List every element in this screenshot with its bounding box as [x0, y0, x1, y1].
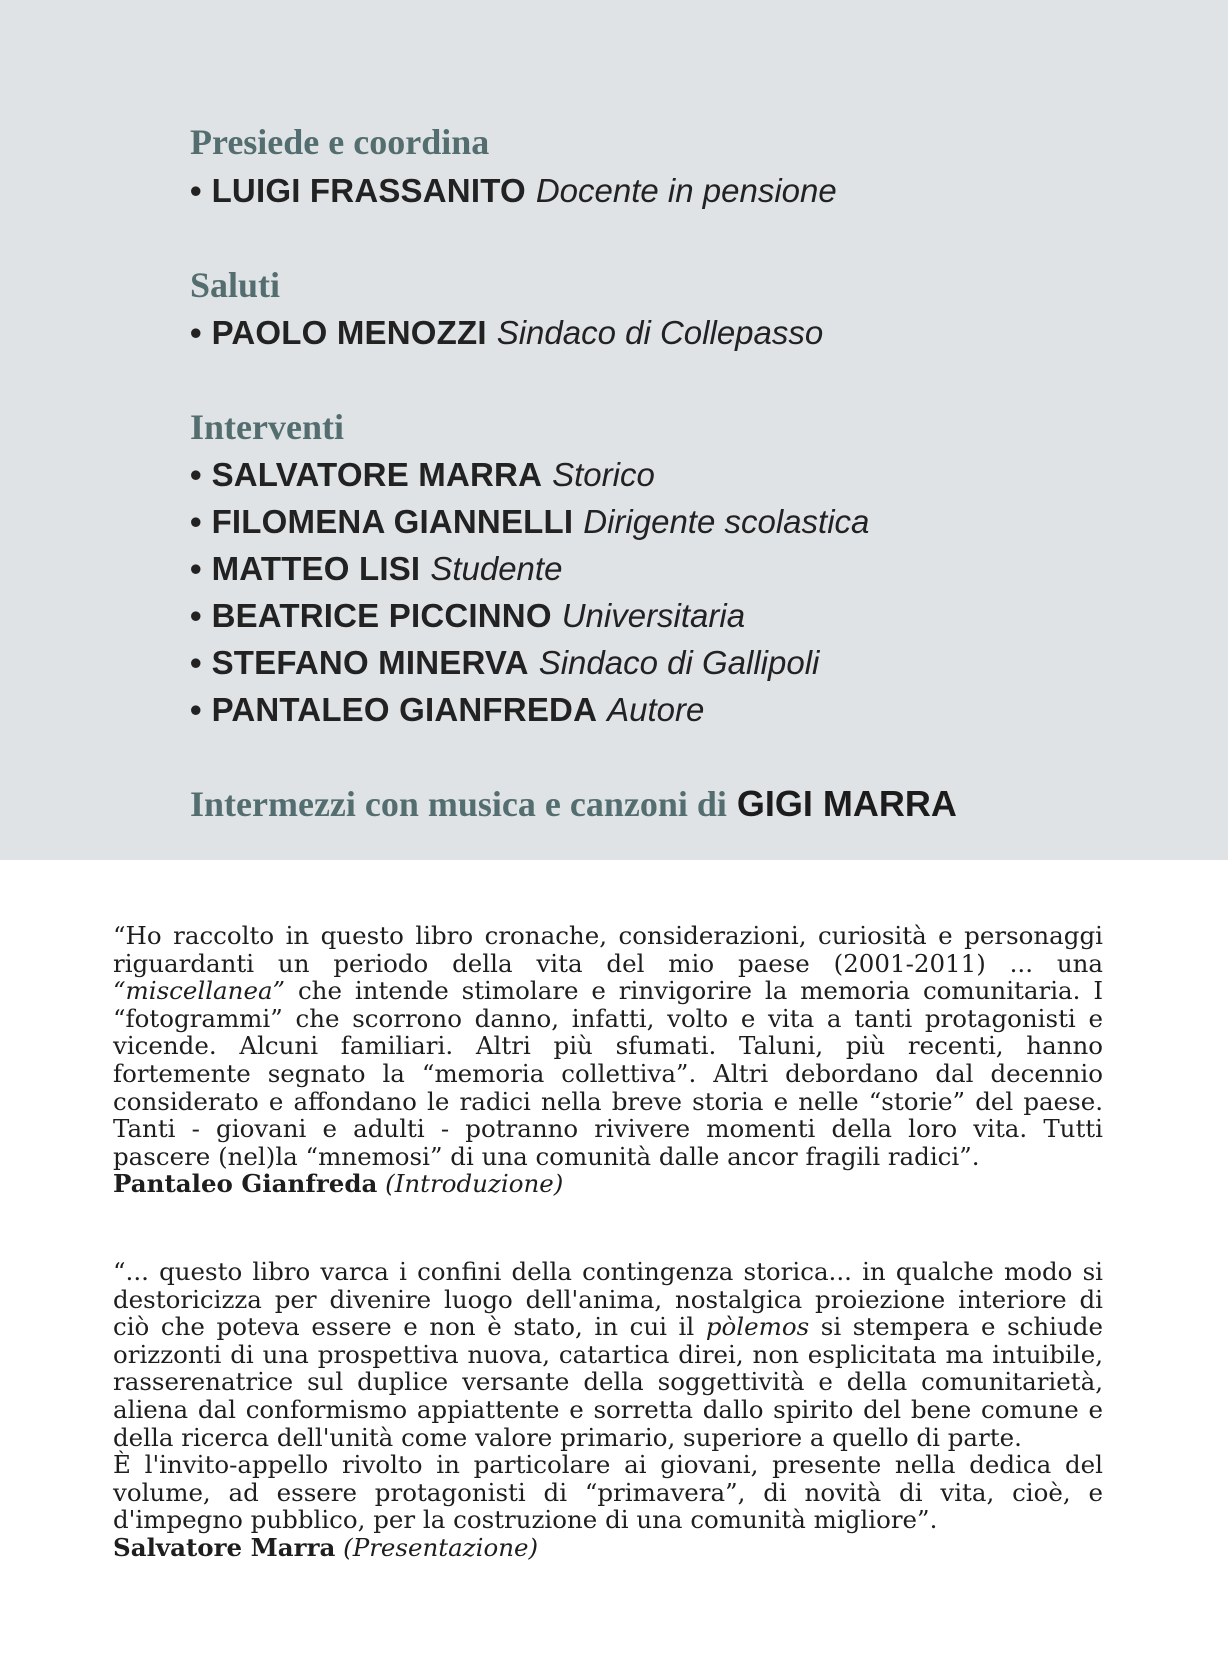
bullet: •	[190, 550, 202, 587]
heading-interventi: Interventi	[190, 407, 344, 447]
entry-role: Docente in pensione	[535, 172, 837, 209]
entry-name: FILOMENA GIANNELLI	[211, 503, 574, 540]
quote-introduzione	[113, 922, 1103, 1198]
entry-interventi-6	[190, 690, 704, 730]
quote-text-continuation: È l'invito-appello rivolto in particolare ai giovani, presente nella dedica del volume, ad essere protagonisti di “primavera”, di novità di vita, cioè, e d'impegno pubblico, per la costruzione di una comunità migliore”.	[113, 1450, 1103, 1535]
entry-role: Storico	[552, 456, 655, 493]
entry-role: Studente	[430, 550, 563, 587]
entry-presiede	[190, 171, 837, 211]
quote-source: (Introduzione)	[385, 1169, 564, 1199]
bullet: •	[190, 456, 202, 493]
quote-text-part: “Ho raccolto in questo libro cronache, considerazioni, curiosità e personaggi riguardanti un periodo della vita del mio paese (2001-2011) ... una	[113, 921, 1103, 978]
entry-role: Universitaria	[561, 597, 746, 634]
entry-role: Dirigente scolastica	[583, 503, 870, 540]
entry-name: PAOLO MENOZZI	[211, 314, 487, 351]
entry-role: Sindaco di Collepasso	[496, 314, 824, 351]
entry-interventi-5	[190, 643, 819, 683]
entry-interventi-3	[190, 549, 562, 589]
quote-emphasis: pòlemos	[705, 1312, 810, 1342]
intermezzi-artist: GIGI MARRA	[736, 783, 957, 824]
bullet: •	[190, 691, 202, 728]
entry-interventi-1	[190, 455, 655, 495]
quote-text	[113, 922, 1103, 1170]
intermezzi-line	[190, 782, 957, 826]
entry-name: BEATRICE PICCINNO	[211, 597, 552, 634]
entry-interventi-4	[190, 596, 745, 636]
quote-emphasis: “miscellanea”	[113, 976, 286, 1006]
bullet: •	[190, 597, 202, 634]
bullet: •	[190, 172, 202, 209]
heading-presiede: Presiede e coordina	[190, 122, 490, 162]
intermezzi-text: Intermezzi con musica e canzoni di	[190, 784, 727, 824]
bullet: •	[190, 314, 202, 351]
entry-interventi-2	[190, 502, 869, 542]
entry-saluti	[190, 313, 823, 353]
quote-presentazione	[113, 1258, 1103, 1562]
quote-text-part: si stempera e schiude orizzonti di una prospettiva nuova, catartica direi, non esplicitata ma intuibile, rasserenatrice sul duplice versante della soggettività e della comunitarietà, aliena dal conformismo appiattente e sorretta dallo spirito del bene comune e della ricerca dell'unità come valore primario, superiore a quello di parte.	[113, 1312, 1103, 1452]
entry-role: Autore	[607, 691, 705, 728]
quote-author: Salvatore Marra	[113, 1532, 336, 1562]
heading-saluti: Saluti	[190, 265, 281, 305]
entry-role: Sindaco di Gallipoli	[538, 644, 820, 681]
entry-name: PANTALEO GIANFREDA	[211, 691, 598, 728]
entry-name: MATTEO LISI	[211, 550, 421, 587]
bullet: •	[190, 503, 202, 540]
quote-attribution	[113, 1170, 1103, 1198]
entry-name: SALVATORE MARRA	[211, 456, 543, 493]
quote-text	[113, 1258, 1103, 1451]
quote-attribution	[113, 1534, 1103, 1562]
quote-author: Pantaleo Gianfreda	[113, 1169, 378, 1199]
quote-source: (Presentazione)	[343, 1532, 539, 1562]
quote-text-part: che intende stimolare e rinvigorire la memoria comunitaria. I “fotogrammi” che scorrono danno, infatti, volto e vita a tanti protagonisti e vicende. Alcuni familiari. Altri più sfumati. Taluni, più recenti, hanno fortemente segnato la “memoria collettiva”. Altri debordano dal decennio considerato e affondano le radici nella breve storia e nelle “storie” del paese. Tanti - giovani e adulti - potranno rivivere momenti della loro vita. Tutti pascere (nel)la “mnemosi” di una comunità dalle ancor fragili radici”.	[113, 976, 1103, 1171]
entry-name: LUIGI FRASSANITO	[211, 172, 526, 209]
bullet: •	[190, 644, 202, 681]
entry-name: STEFANO MINERVA	[211, 644, 529, 681]
quote-text-part: “... questo libro varca i confini della contingenza storica... in qualche modo si destoricizza per divenire luogo dell'anima, nostalgica proiezione interiore di ciò che poteva essere e non è stato, in cui il	[113, 1257, 1103, 1342]
